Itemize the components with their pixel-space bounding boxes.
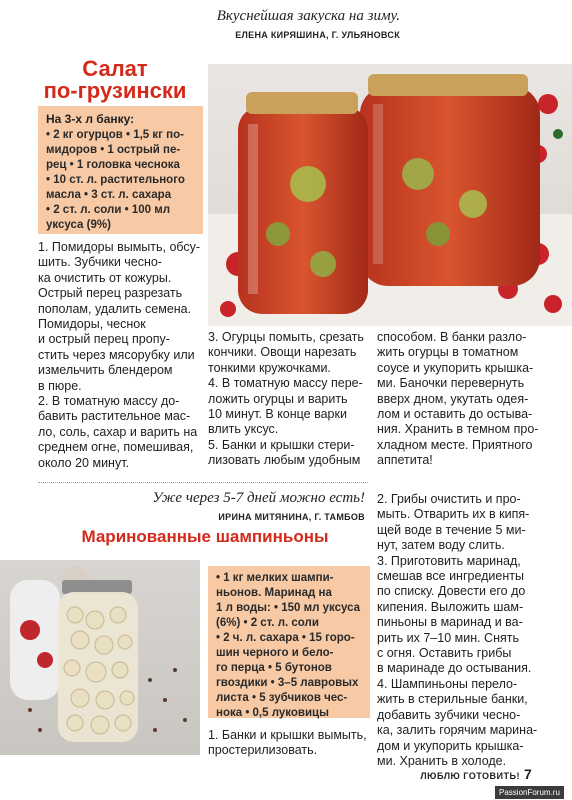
text-line: кончики. Овощи нарезать (208, 345, 357, 360)
text-line: лом и оставить до остыва- (377, 407, 533, 422)
recipe2-title: Маринованные шампиньоны (81, 527, 329, 546)
ingredient-line: нока • 0,5 луковицы (216, 707, 329, 719)
ingredient-line: • 2 ст. л. соли • 100 мл (46, 204, 171, 216)
ingredient-line: шин черного и бело- (216, 647, 334, 659)
recipe2-column3 (377, 492, 547, 769)
ingredient-line: го перца • 5 бутонов (216, 662, 332, 674)
text-line: ка, залить горячим марина- (377, 723, 538, 738)
salad-jars-photo (208, 64, 572, 326)
section-divider (38, 482, 368, 483)
text-line: соусе и укупорить крышка- (377, 360, 534, 375)
text-line: ка очистить от кожуры. (38, 270, 172, 285)
recipe2-author: ИРИНА МИТЯНИНА, Г. ТАМБОВ (218, 512, 365, 522)
text-line: среднем огне, помешивая, (38, 440, 194, 455)
recipe2-tagline: Уже через 5-7 дней можно есть! (152, 490, 365, 506)
text-line: ния. Хранить в темном про- (377, 422, 539, 437)
text-line: 1. Банки и крышки вымыть, (208, 728, 367, 742)
text-line: простерилизовать. (208, 743, 318, 758)
recipe1-tagline: Вкуснейшая закуска на зиму. (216, 8, 400, 24)
text-line: 1. Помидоры вымыть, обсу- (38, 240, 201, 254)
text-line: бавить растительное мас- (38, 409, 191, 424)
text-line: мыть. Отварить их в кипя- (377, 507, 530, 522)
text-line: в пюре. (38, 378, 82, 393)
text-line: и острый перец пропу- (38, 332, 170, 347)
text-line: ми. Хранить в холоде. (377, 753, 507, 768)
ingredient-line: рец • 1 головка чеснока (46, 159, 180, 171)
ingredient-line: листа • 5 зубчиков чес- (216, 692, 348, 704)
text-line: 5. Банки и крышки стери- (208, 437, 355, 452)
mushroom-jar-photo (0, 560, 200, 755)
text-line: хладном месте. Приятного (377, 437, 533, 452)
recipe1-column1 (38, 240, 203, 471)
text-line: пополам, удалить семена. (38, 301, 192, 316)
text-line: около 20 минут. (38, 455, 130, 470)
text-line: измельчить блендером (38, 363, 173, 378)
recipe2-column2 (208, 728, 373, 759)
text-line: 4. В томатную массу пере- (208, 376, 363, 391)
text-line: рить их 7–10 мин. Снять (377, 630, 519, 645)
text-line: 2. В томатную массу до- (38, 394, 180, 409)
text-line: Помидоры, чеснок (38, 317, 146, 332)
text-line: 3. Огурцы помыть, срезать (208, 330, 364, 344)
page-number: 7 (524, 766, 532, 782)
text-line: нут, затем воду слить. (377, 538, 505, 553)
ingredient-line: • 1 кг мелких шампи- (216, 572, 334, 584)
ingredient-line: масла • 3 ст. л. сахара (46, 189, 172, 201)
text-line: способом. В банки разло- (377, 330, 527, 344)
ingredient-line: 1 л воды: • 150 мл уксуса (216, 602, 361, 614)
ingredient-line: • 2 кг огурцов • 1,5 кг по- (46, 129, 184, 141)
text-line: кипения. Выложить шам- (377, 599, 524, 614)
text-line: стить через мясорубку или (38, 347, 195, 362)
recipe1-title-line2: по-грузински (43, 78, 187, 104)
ingredient-line: ньонов. Маринад на (216, 587, 332, 599)
text-line: лизовать любым удобным (208, 453, 361, 468)
recipe1-title (30, 58, 200, 103)
text-line: в маринаде до остывания. (377, 661, 532, 676)
recipe1-ingredients-box (38, 106, 203, 234)
text-line: 4. Шампиньоны перело- (377, 676, 518, 691)
text-line: шить. Зубчики чесно- (38, 255, 163, 270)
text-line: ми. Баночки перевернуть (377, 376, 525, 391)
text-line: смешав все ингредиенты (377, 569, 524, 584)
recipe1-author: ЕЛЕНА КИРЯШИНА, Г. УЛЬЯНОВСК (235, 30, 400, 40)
text-line: 2. Грибы очистить и про- (377, 492, 521, 506)
text-line: дом и укупорить крышка- (377, 738, 524, 753)
text-line: тонкими кружочками. (208, 360, 331, 375)
ingredient-line: мидоров • 1 острый пе- (46, 144, 181, 156)
text-line: влить уксус. (208, 422, 279, 437)
salad-jars-icon (208, 64, 572, 326)
ingredient-line: • 10 ст. л. растительного (46, 174, 185, 186)
text-line: щей воде в течение 5 ми- (377, 522, 526, 537)
text-line: по списку. Довести его до (377, 584, 526, 599)
mushroom-jar-icon (0, 560, 200, 755)
ingredient-line: гвоздики • 3–5 лавровых (216, 677, 359, 689)
magazine-name: ЛЮБЛЮ ГОТОВИТЬ! (420, 771, 520, 781)
ingredient-line: • 2 ч. л. сахара • 15 горо- (216, 632, 355, 644)
text-line: 3. Приготовить маринад, (377, 553, 521, 568)
recipe1-column2 (208, 330, 373, 469)
recipe1-column3 (377, 330, 547, 469)
text-line: 10 минут. В конце варки (208, 407, 347, 422)
text-line: добавить зубчики чесно- (377, 707, 521, 722)
ingredient-line: (6%) • 2 ст. л. соли (216, 617, 319, 629)
recipe2-ingredients-list (216, 571, 362, 721)
watermark: PassionForum.ru (495, 786, 564, 799)
recipe1-ingredients-list (46, 128, 195, 233)
text-line: вверх дном, укутать одея- (377, 391, 529, 406)
recipe2-ingredients-box (208, 566, 370, 718)
ingredient-line: уксуса (9%) (46, 219, 111, 231)
text-line: жить огурцы в томатном (377, 345, 519, 360)
text-line: ложить огурцы и варить (208, 391, 348, 406)
text-line: с огня. Оставить грибы (377, 646, 512, 661)
text-line: ло, соль, сахар и варить на (38, 424, 198, 439)
text-line: аппетита! (377, 453, 433, 468)
recipe1-ingredients-title: На 3-х л банку: (46, 112, 135, 126)
text-line: Острый перец разрезать (38, 286, 183, 301)
text-line: пиньоны в маринад и ва- (377, 615, 523, 630)
text-line: жить в стерильные банки, (377, 692, 528, 707)
recipe1-title-line1: Салат (82, 56, 148, 81)
